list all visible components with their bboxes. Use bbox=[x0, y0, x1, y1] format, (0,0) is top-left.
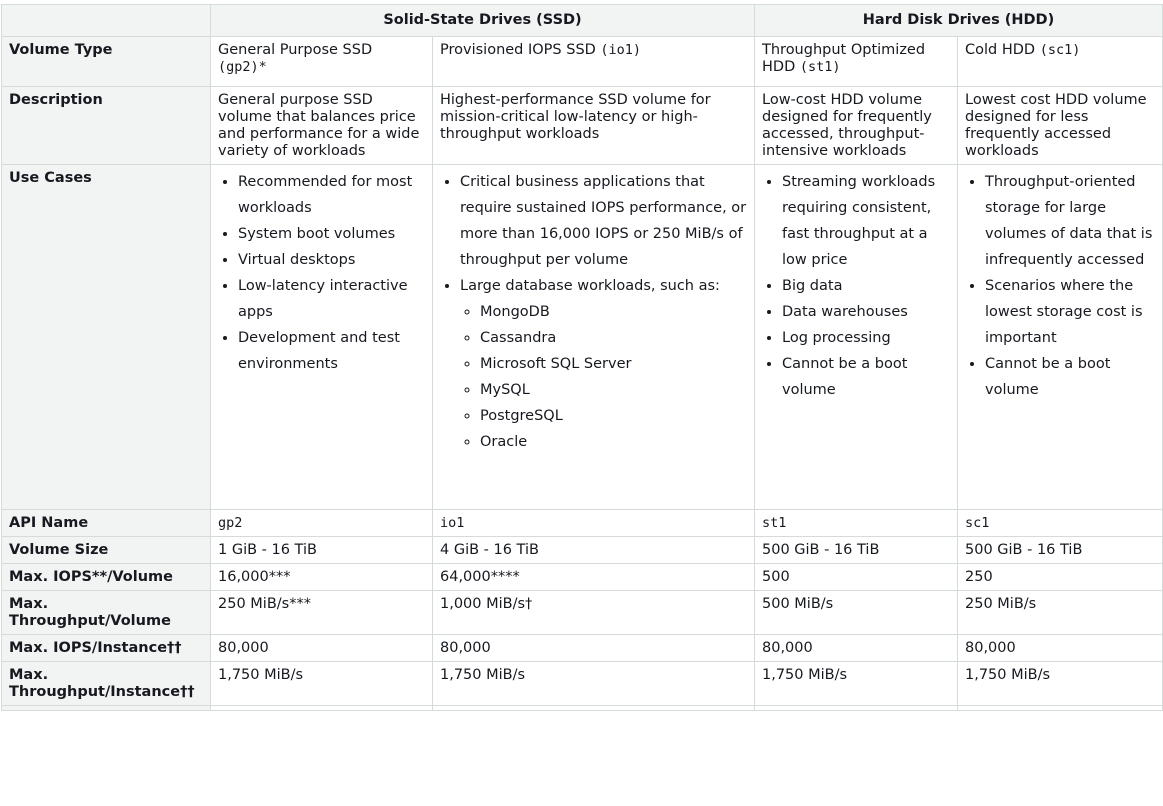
list-item: • Virtual desktops bbox=[238, 247, 425, 273]
max-throughput-instance-st1: 1,750 MiB/s bbox=[755, 662, 958, 706]
volume-type-gp2 bbox=[211, 37, 433, 87]
io1-name: Provisioned IOPS SSD bbox=[440, 42, 596, 58]
api-name-st1: st1 bbox=[755, 510, 958, 537]
use-cases-row bbox=[2, 165, 1163, 510]
max-iops-volume-gp2: 16,000*** bbox=[211, 564, 433, 591]
sublist-item: ◦ Oracle bbox=[480, 429, 747, 455]
cutoff-cell bbox=[211, 706, 433, 711]
max-throughput-volume-st1: 500 MiB/s bbox=[755, 591, 958, 635]
use-cases-st1 bbox=[755, 165, 958, 510]
sc1-code: (sc1) bbox=[1039, 42, 1081, 58]
gp2-code: (gp2)* bbox=[218, 59, 267, 75]
gp2-name: General Purpose SSD bbox=[218, 42, 373, 58]
sublist-item: ◦ Microsoft SQL Server bbox=[480, 351, 747, 377]
cutoff-cell bbox=[958, 706, 1163, 711]
list-item-text: Large database workloads, such as: bbox=[460, 278, 720, 294]
description-st1: Low-cost HDD volume designed for frequently accessed, throughput-intensive workloads bbox=[755, 87, 958, 165]
max-iops-volume-io1: 64,000**** bbox=[433, 564, 755, 591]
hdd-header: Hard Disk Drives (HDD) bbox=[755, 5, 1163, 37]
use-cases-io1 bbox=[433, 165, 755, 510]
max-throughput-instance-io1: 1,750 MiB/s bbox=[433, 662, 755, 706]
sublist-item: ◦ MongoDB bbox=[480, 299, 747, 325]
database-sublist bbox=[460, 299, 747, 455]
volume-size-io1: 4 GiB - 16 TiB bbox=[433, 537, 755, 564]
use-cases-sc1-list bbox=[965, 169, 1155, 403]
use-cases-gp2 bbox=[211, 165, 433, 510]
volume-type-row bbox=[2, 37, 1163, 87]
row-label-volume-size: Volume Size bbox=[2, 537, 211, 564]
description-io1: Highest-performance SSD volume for mission-critical low-latency or high-throughput workloads bbox=[433, 87, 755, 165]
list-item: • System boot volumes bbox=[238, 221, 425, 247]
list-item: • Development and test environments bbox=[238, 325, 425, 377]
description-gp2: General purpose SSD volume that balances price and performance for a wide variety of workloads bbox=[211, 87, 433, 165]
max-throughput-volume-gp2: 250 MiB/s*** bbox=[211, 591, 433, 635]
list-item: • Scenarios where the lowest storage cost is important bbox=[985, 273, 1155, 351]
volume-size-sc1: 500 GiB - 16 TiB bbox=[958, 537, 1163, 564]
list-item: • Cannot be a boot volume bbox=[985, 351, 1155, 403]
list-item: • Recommended for most workloads bbox=[238, 169, 425, 221]
list-item: • Cannot be a boot volume bbox=[782, 351, 950, 403]
max-iops-instance-sc1: 80,000 bbox=[958, 635, 1163, 662]
row-label-volume-type: Volume Type bbox=[2, 37, 211, 87]
cutoff-cell bbox=[755, 706, 958, 711]
list-item: • Critical business applications that require sustained IOPS performance, or more than 16,000 IOPS or 250 MiB/s of throughput per volume bbox=[460, 169, 747, 273]
row-label-use-cases: Use Cases bbox=[2, 165, 211, 510]
volume-size-st1: 500 GiB - 16 TiB bbox=[755, 537, 958, 564]
st1-name: Throughput Optimized HDD bbox=[762, 42, 926, 75]
max-throughput-instance-row bbox=[2, 662, 1163, 706]
row-label-max-throughput-instance: Max. Throughput/Instance†† bbox=[2, 662, 211, 706]
table-header-row bbox=[2, 5, 1163, 37]
cutoff-cell bbox=[433, 706, 755, 711]
cutoff-row bbox=[2, 706, 1163, 711]
list-item: • Big data bbox=[782, 273, 950, 299]
use-cases-st1-list bbox=[762, 169, 950, 403]
description-row bbox=[2, 87, 1163, 165]
ebs-volume-types-table bbox=[1, 4, 1163, 711]
max-throughput-instance-sc1: 1,750 MiB/s bbox=[958, 662, 1163, 706]
list-item: • Data warehouses bbox=[782, 299, 950, 325]
use-cases-io1-list bbox=[440, 169, 747, 455]
max-iops-instance-io1: 80,000 bbox=[433, 635, 755, 662]
use-cases-gp2-list bbox=[218, 169, 425, 377]
volume-size-row bbox=[2, 537, 1163, 564]
api-name-sc1: sc1 bbox=[958, 510, 1163, 537]
row-label-description: Description bbox=[2, 87, 211, 165]
api-name-io1: io1 bbox=[433, 510, 755, 537]
max-iops-instance-row bbox=[2, 635, 1163, 662]
list-item bbox=[460, 273, 747, 455]
volume-type-st1 bbox=[755, 37, 958, 87]
api-name-gp2: gp2 bbox=[211, 510, 433, 537]
cutoff-cell bbox=[2, 706, 211, 711]
ssd-header: Solid-State Drives (SSD) bbox=[211, 5, 755, 37]
description-sc1: Lowest cost HDD volume designed for less frequently accessed workloads bbox=[958, 87, 1163, 165]
row-label-max-throughput-volume: Max. Throughput/Volume bbox=[2, 591, 211, 635]
volume-type-io1 bbox=[433, 37, 755, 87]
list-item: • Log processing bbox=[782, 325, 950, 351]
sc1-name: Cold HDD bbox=[965, 42, 1036, 58]
max-throughput-volume-row bbox=[2, 591, 1163, 635]
max-iops-instance-st1: 80,000 bbox=[755, 635, 958, 662]
io1-code: (io1) bbox=[600, 42, 642, 58]
max-iops-instance-gp2: 80,000 bbox=[211, 635, 433, 662]
max-iops-volume-sc1: 250 bbox=[958, 564, 1163, 591]
row-label-api-name: API Name bbox=[2, 510, 211, 537]
max-throughput-volume-io1: 1,000 MiB/s† bbox=[433, 591, 755, 635]
max-throughput-instance-gp2: 1,750 MiB/s bbox=[211, 662, 433, 706]
volume-size-gp2: 1 GiB - 16 TiB bbox=[211, 537, 433, 564]
row-label-max-iops-instance: Max. IOPS/Instance†† bbox=[2, 635, 211, 662]
sublist-item: ◦ Cassandra bbox=[480, 325, 747, 351]
max-throughput-volume-sc1: 250 MiB/s bbox=[958, 591, 1163, 635]
header-empty-cell bbox=[2, 5, 211, 37]
volume-type-sc1 bbox=[958, 37, 1163, 87]
list-item: • Low-latency interactive apps bbox=[238, 273, 425, 325]
api-name-row bbox=[2, 510, 1163, 537]
list-item: • Streaming workloads requiring consistent, fast throughput at a low price bbox=[782, 169, 950, 273]
use-cases-sc1 bbox=[958, 165, 1163, 510]
max-iops-volume-st1: 500 bbox=[755, 564, 958, 591]
sublist-item: ◦ PostgreSQL bbox=[480, 403, 747, 429]
list-item: • Throughput-oriented storage for large volumes of data that is infrequently accessed bbox=[985, 169, 1155, 273]
st1-code: (st1) bbox=[799, 59, 841, 75]
max-iops-volume-row bbox=[2, 564, 1163, 591]
row-label-max-iops-volume: Max. IOPS**/Volume bbox=[2, 564, 211, 591]
sublist-item: ◦ MySQL bbox=[480, 377, 747, 403]
